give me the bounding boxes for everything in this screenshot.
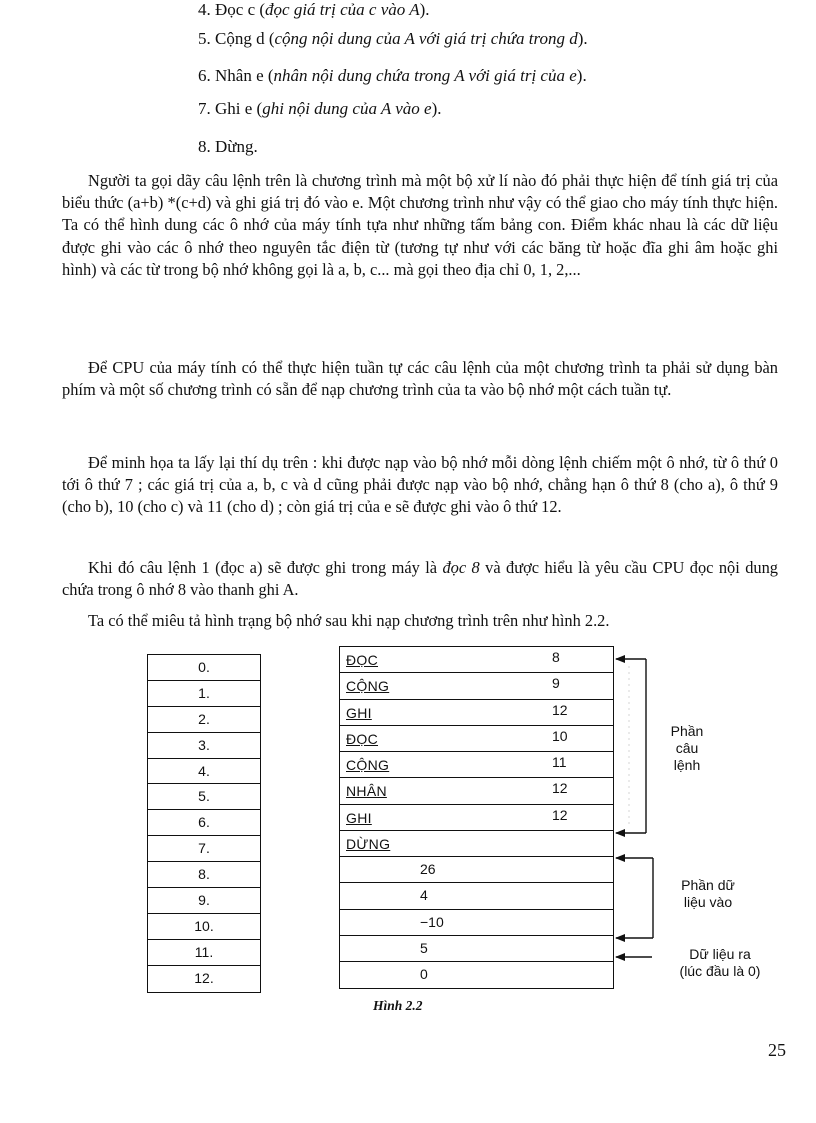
address-cell: 3. <box>148 733 260 759</box>
address-cell: 0. <box>148 655 260 681</box>
paragraph-example-memory: Để minh họa ta lấy lại thí dụ trên : khi được nạp vào bộ nhớ mỗi dòng lệnh chiếm một ô nhớ, từ ô thứ 0 tới ô thứ 7 ; các giá trị của a, b, c và d cũng phải được nạp vào bộ nhớ, chẳng hạn ô thứ 8 (cho a), ô thứ 9 (cho b), 10 (cho c) và 11 (cho d) ; còn giá trị của e sẽ được ghi vào ô thứ 12. <box>62 453 778 517</box>
paragraph-figure-intro: Ta có thể miêu tả hình trạng bộ nhớ sau khi nạp chương trình trên như hình 2.2. <box>88 611 610 630</box>
address-cell: 2. <box>148 707 260 733</box>
figure-caption: Hình 2.2 <box>373 998 423 1013</box>
memory-cell-data: 26 <box>340 857 613 883</box>
label-instruction-part: Phần câu lệnh <box>670 723 704 773</box>
step-7: 7. Ghi e (ghi nội dung của A vào e). <box>198 99 442 118</box>
memory-cell-data: 5 <box>340 936 613 962</box>
memory-cell-instruction: ĐỌC 8 <box>340 647 613 673</box>
address-cell: 1. <box>148 681 260 707</box>
step-5: 5. Cộng d (cộng nội dung của A với giá trị chứa trong d). <box>198 29 588 48</box>
memory-cell-data: 4 <box>340 883 613 909</box>
memory-cell-instruction: GHI 12 <box>340 805 613 831</box>
page-number: 25 <box>768 1040 786 1060</box>
paragraph-read-instruction: Khi đó câu lệnh 1 (đọc a) sẽ được ghi trong máy là đọc 8 và được hiểu là yêu cầu CPU đọc nội dung chứa trong ô nhớ 8 vào thanh ghi A. <box>62 558 778 600</box>
memory-cell-instruction: DỪNG <box>340 831 613 857</box>
paragraph-cpu-loading: Để CPU của máy tính có thể thực hiện tuần tự các câu lệnh của một chương trình ta phải sử dụng bàn phím và một số chương trình có sẵn để nạp chương trình của ta vào bộ nhớ một cách tuần tự. <box>62 358 778 400</box>
label-output-data: Dữ liệu ra (lúc đầu là 0) <box>679 946 761 979</box>
memory-cell-instruction: GHI 12 <box>340 700 613 726</box>
address-cell: 11. <box>148 940 260 966</box>
step-4: 4. Đọc c (đọc giá trị của c vào A). <box>198 0 430 19</box>
address-cell: 7. <box>148 836 260 862</box>
memory-cell-instruction: NHÂN 12 <box>340 778 613 804</box>
label-input-data: Phần dữ liệu vào <box>681 877 735 910</box>
address-cell: 8. <box>148 862 260 888</box>
step-6: 6. Nhân e (nhân nội dung chứa trong A với giá trị của e). <box>198 66 587 85</box>
address-cell: 9. <box>148 888 260 914</box>
address-cell: 6. <box>148 810 260 836</box>
memory-cell-instruction: CỘNG 9 <box>340 673 613 699</box>
memory-cell-instruction: ĐỌC 10 <box>340 726 613 752</box>
step-8: 8. Dừng. <box>198 137 258 156</box>
memory-cell-data: −10 <box>340 910 613 936</box>
memory-cell-instruction: CỘNG 11 <box>340 752 613 778</box>
address-cell: 4. <box>148 759 260 785</box>
address-cell: 5. <box>148 784 260 810</box>
address-cell: 10. <box>148 914 260 940</box>
paragraph-program-definition: Người ta gọi dãy câu lệnh trên là chương trình mà một bộ xử lí nào đó phải thực hiện để tính giá trị của biểu thức (a+b) *(c+d) và ghi giá trị đó vào e. Một chương trình như vậy có thể giao cho máy tính thực hiện. Ta có thể hình dung các ô nhớ của máy tính tựa như những tấm bảng con. Điểm khác nhau là các dữ liệu được ghi vào các ô nhớ theo nguyên tắc điện từ (tương tự như với các băng từ hoặc đĩa ghi âm hoặc ghi hình) và các từ trong bộ nhớ không gọi là a, b, c... mà gọi theo địa chỉ 0, 1, 2,... <box>62 171 778 279</box>
memory-cell-output: 0 <box>420 966 428 982</box>
address-cell: 12. <box>194 969 214 986</box>
